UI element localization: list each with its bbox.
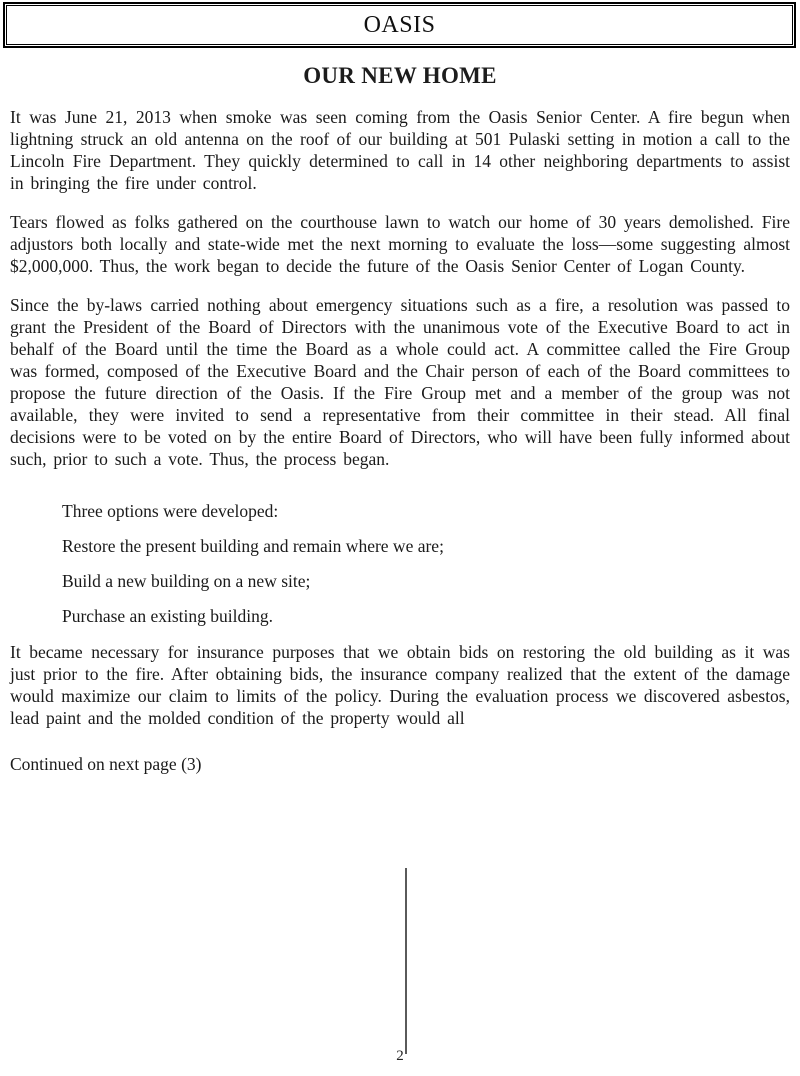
option-purchase: Purchase an existing building. <box>62 606 273 626</box>
masthead-title: OASIS <box>363 11 436 38</box>
option-restore: Restore the present building and remain where we are; <box>62 536 444 556</box>
options-intro: Three options were developed: <box>62 501 279 521</box>
paragraph-fire-group: Since the by-laws carried nothing about emergency situations such as a fire, a resolution was passed to grant the President of the Board of Directors with the unanimous vote of the Executive Board to act in behalf of the Board until the time the Board as a whole could act. A committee called the Fire Group was formed, composed of the Executive Board and the Chair person of each of the Board committees to propose the future direction of the Oasis. If the Fire Group met and a member of the group was not available, they were invited to send a representative from their committee in their stead. All final decisions were to be voted on by the entire Board of Directors, who will have been fully informed about such, prior to such a vote. Thus, the process began. <box>10 295 790 469</box>
paragraph-fire-event: It was June 21, 2013 when smoke was seen coming from the Oasis Senior Center. A fire begun when lightning struck an old antenna on the roof of our building at 501 Pulaski setting in motion a call to the Lincoln Fire Department. They quickly determined to call in 14 other neighboring departments to assist in bringing the fire under control. <box>10 107 790 193</box>
continuation-note: Continued on next page (3) <box>10 754 202 774</box>
option-build: Build a new building on a new site; <box>62 571 311 591</box>
footer-divider <box>405 868 407 1054</box>
paragraph-demolition: Tears flowed as folks gathered on the courthouse lawn to watch our home of 30 years demolished. Fire adjustors both locally and state-wide met the next morning to evaluate the loss—some suggesting almost $2,000,000. Thus, the work began to decide the future of the Oasis Senior Center of Logan County. <box>10 212 790 276</box>
masthead-box <box>3 2 796 48</box>
article-body <box>10 52 790 775</box>
paragraph-insurance: It became necessary for insurance purposes that we obtain bids on restoring the old building as it was just prior to the fire. After obtaining bids, the insurance company realized that the extent of the damage would maximize our claim to limits of the policy. During the evaluation process we discovered asbestos, lead paint and the molded condition of the property would all <box>10 642 790 728</box>
article-title: OUR NEW HOME <box>303 63 497 88</box>
page-number: 2 <box>396 1048 404 1064</box>
